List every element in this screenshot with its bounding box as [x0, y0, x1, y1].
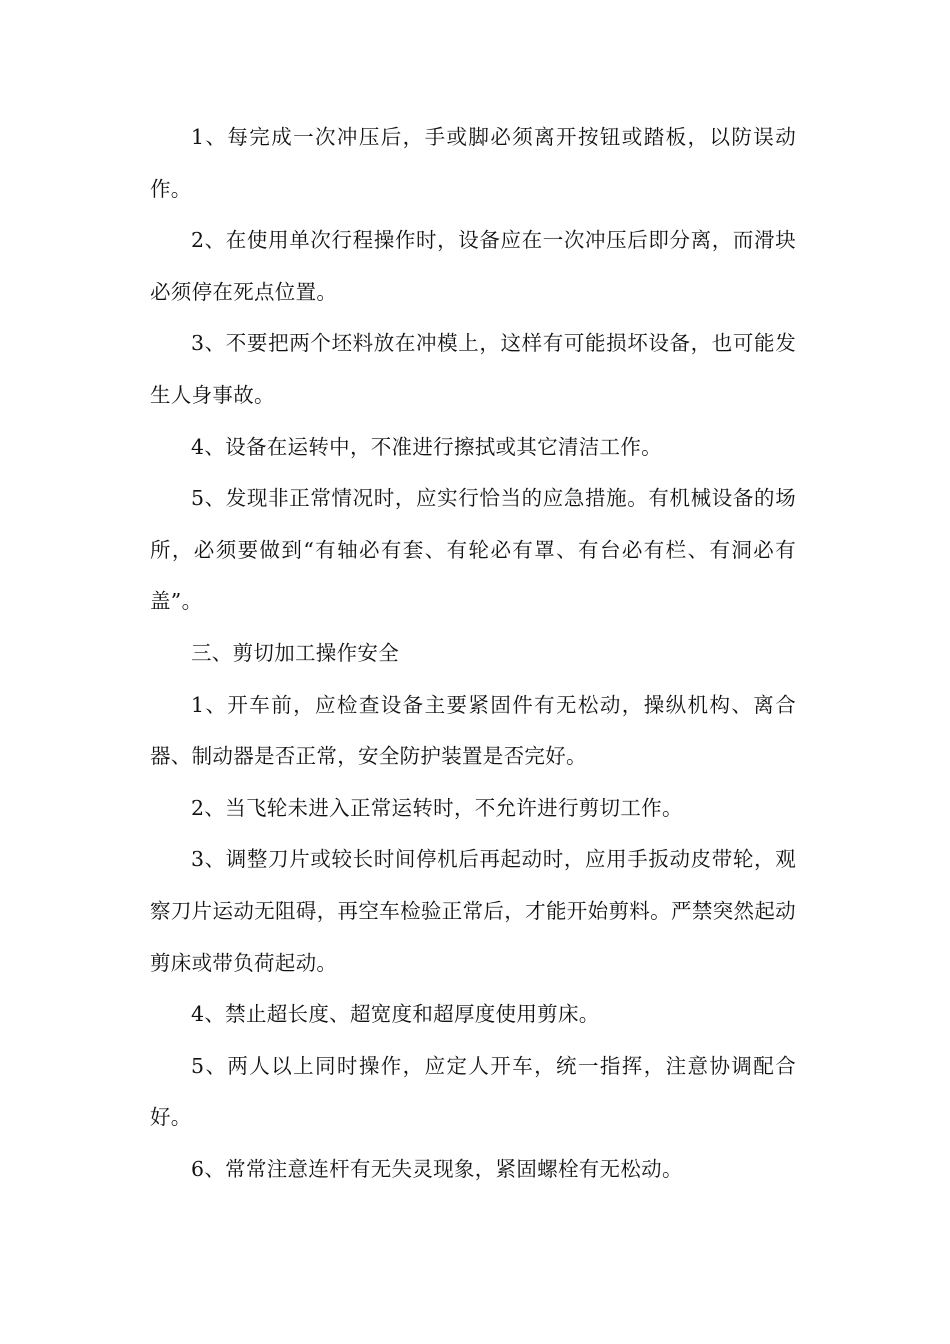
- paragraph-shear-item-3: 3、调整刀片或较长时间停机后再起动时，应用手扳动皮带轮，观察刀片运动无阻碍，再空车检验正常后，才能开始剪料。严禁突然起动剪床或带负荷起动。: [150, 847, 796, 975]
- paragraph-press-item-3: 3、不要把两个坯料放在冲模上，这样有可能损坏设备，也可能发生人身事故。: [150, 331, 796, 407]
- section-heading-shearing: 三、剪切加工操作安全: [191, 640, 399, 665]
- paragraph-press-item-5: 5、发现非正常情况时，应实行恰当的应急措施。有机械设备的场所，必须要做到“有轴必有套、有轮必有罩、有台必有栏、有洞必有盖”。: [150, 486, 796, 614]
- paragraph-press-item-1: 1、每完成一次冲压后，手或脚必须离开按钮或踏板，以防误动作。: [150, 125, 796, 201]
- paragraph-shear-item-6: 6、常常注意连杆有无失灵现象，紧固螺栓有无松动。: [191, 1156, 683, 1181]
- paragraph-shear-item-2: 2、当飞轮未进入正常运转时，不允许进行剪切工作。: [191, 795, 683, 820]
- document-body: [150, 112, 796, 1195]
- paragraph-shear-item-5: 5、两人以上同时操作，应定人开车，统一指挥，注意协调配合好。: [150, 1053, 796, 1130]
- paragraph-shear-item-1: 1、开车前，应检查设备主要紧固件有无松动，操纵机构、离合器、制动器是否正常，安全防护装置是否完好。: [150, 692, 796, 769]
- paragraph-shear-item-4: 4、禁止超长度、超宽度和超厚度使用剪床。: [191, 1002, 600, 1027]
- paragraph-press-item-2: 2、在使用单次行程操作时，设备应在一次冲压后即分离，而滑块必须停在死点位置。: [150, 228, 796, 304]
- paragraph-press-item-4: 4、设备在运转中，不准进行擦拭或其它清洁工作。: [191, 434, 662, 459]
